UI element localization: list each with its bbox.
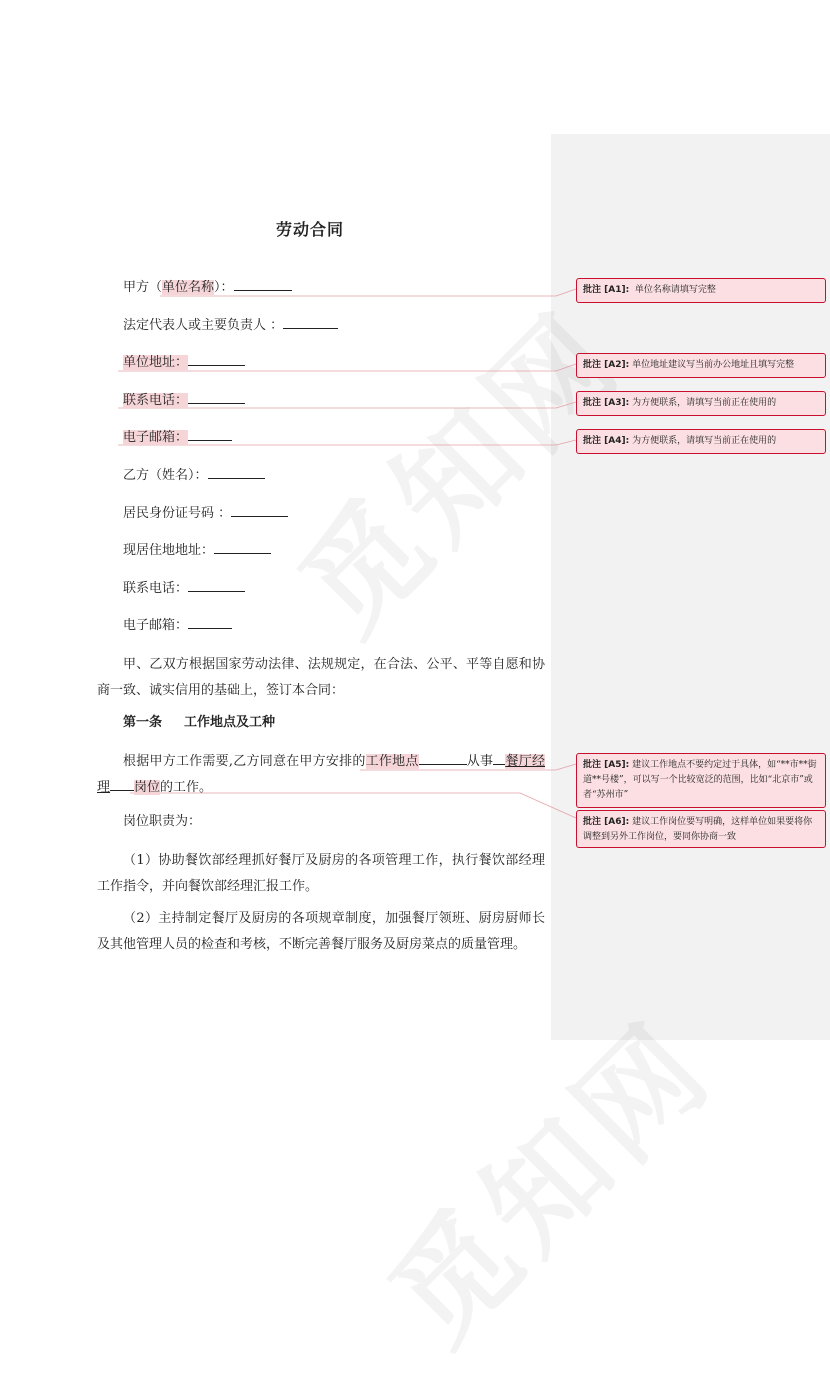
legal-rep-label: 法定代表人或主要负责人 ： <box>123 318 284 333</box>
work-place-highlight: 工作地点 <box>365 754 419 769</box>
comment-a6-id: 批注 [A6]: <box>583 817 630 827</box>
party-a-name-field[interactable] <box>123 276 292 299</box>
job-title-part-b: 理 <box>97 780 111 795</box>
comment-a2[interactable] <box>576 353 826 378</box>
document-title: 劳动合同 <box>275 220 344 239</box>
comment-a6-text: 建议工作岗位要写明确，这样单位如果要将你调整到另外工作岗位，要同你协商一致 <box>583 817 813 842</box>
job-blank-b[interactable] <box>110 778 134 791</box>
party-a-phone-blank[interactable] <box>188 389 245 404</box>
comment-a3-id: 批注 [A3]: <box>583 398 630 408</box>
party-b-phone-blank[interactable] <box>188 577 245 592</box>
party-b-email-field[interactable] <box>123 614 232 637</box>
article-1-text-3: 的工作。 <box>160 780 213 795</box>
article-1-title: 工作地点及工种 <box>184 715 276 730</box>
legal-rep-blank[interactable] <box>283 314 338 329</box>
comment-a5-text: 建议工作地点不要约定过于具体，如“**市**街道**号楼”，可以写一个比较宽泛的范围，比如“北京市”或者“苏州市” <box>583 760 817 800</box>
party-a-label-prefix: 甲方（ <box>123 280 163 295</box>
comment-a1-text: 单位名称请填写完整 <box>634 285 716 295</box>
duties-label: 岗位职责为： <box>123 814 202 829</box>
job-title-part-a: 餐厅经 <box>505 754 545 769</box>
party-b-name-field[interactable] <box>123 464 265 487</box>
party-a-label-suffix: ）： <box>214 280 234 295</box>
party-a-address-label: 单位地址： <box>123 355 189 370</box>
party-a-address-blank[interactable] <box>188 351 245 366</box>
party-b-name-label: 乙方（姓名）： <box>123 468 208 483</box>
party-b-name-blank[interactable] <box>208 464 265 479</box>
article-1-text-1: 根据甲方工作需要,乙方同意在甲方安排的 <box>123 754 366 769</box>
comment-a3-text: 为方便联系，请填写当前正在使用的 <box>632 398 777 408</box>
party-b-id-blank[interactable] <box>231 502 288 517</box>
comment-a5[interactable] <box>576 753 826 808</box>
comment-a2-text: 单位地址建议写当前办公地址且填写完整 <box>632 360 795 370</box>
work-place-blank[interactable] <box>419 752 467 765</box>
party-a-name-blank[interactable] <box>234 276 292 291</box>
party-a-phone-field[interactable] <box>123 389 245 412</box>
article-1-text-2: 从事 <box>466 754 494 769</box>
comment-a1-id: 批注 [A1]: <box>583 285 630 295</box>
intro-paragraph: 甲、乙双方根据国家劳动法律、法规规定，在合法、公平、平等自愿和协商一致、诚实信用的基础上，签订本合同： <box>97 657 545 698</box>
legal-rep-field[interactable] <box>123 314 338 337</box>
article-1-paragraph <box>97 749 545 801</box>
party-b-address-label: 现居住地地址： <box>123 543 215 558</box>
party-a-phone-label: 联系电话： <box>123 393 189 408</box>
party-b-phone-field[interactable] <box>123 577 245 600</box>
duty-2: （2）主持制定餐厅及厨房的各项规章制度，加强餐厅领班、厨房厨师长及其他管理人员的检查和考核，不断完善餐厅服务及厨房菜点的质量管理。 <box>97 911 545 952</box>
party-a-email-field[interactable] <box>123 426 232 449</box>
article-1-heading <box>123 712 275 734</box>
party-b-id-label: 居民身份证号码 ： <box>123 506 232 521</box>
comment-a4-text: 为方便联系，请填写当前正在使用的 <box>632 436 777 446</box>
duty-1: （1）协助餐饮部经理抓好餐厅及厨房的各项管理工作，执行餐饮部经理工作指令，并向餐饮部经理汇报工作。 <box>97 853 545 894</box>
comment-a4[interactable] <box>576 429 826 454</box>
party-b-address-blank[interactable] <box>214 539 271 554</box>
party-b-id-field[interactable] <box>123 502 288 525</box>
article-1-number: 第一条 <box>123 715 163 730</box>
party-b-email-blank[interactable] <box>188 614 232 629</box>
party-b-phone-label: 联系电话： <box>123 581 189 596</box>
comment-a4-id: 批注 [A4]: <box>583 436 630 446</box>
comment-a5-id: 批注 [A5]: <box>583 760 630 770</box>
comment-a1[interactable] <box>576 278 826 303</box>
party-b-address-field[interactable] <box>123 539 271 562</box>
post-highlight: 岗位 <box>134 780 161 795</box>
party-a-email-blank[interactable] <box>188 426 232 441</box>
party-a-label-highlight: 单位名称 <box>162 280 215 295</box>
party-a-address-field[interactable] <box>123 351 245 374</box>
party-b-email-label: 电子邮箱： <box>123 618 189 633</box>
party-a-email-label: 电子邮箱： <box>123 430 189 445</box>
job-blank-a[interactable] <box>493 752 505 765</box>
comment-a3[interactable] <box>576 391 826 416</box>
comment-a2-id: 批注 [A2]: <box>583 360 630 370</box>
comment-a6[interactable] <box>576 810 826 848</box>
